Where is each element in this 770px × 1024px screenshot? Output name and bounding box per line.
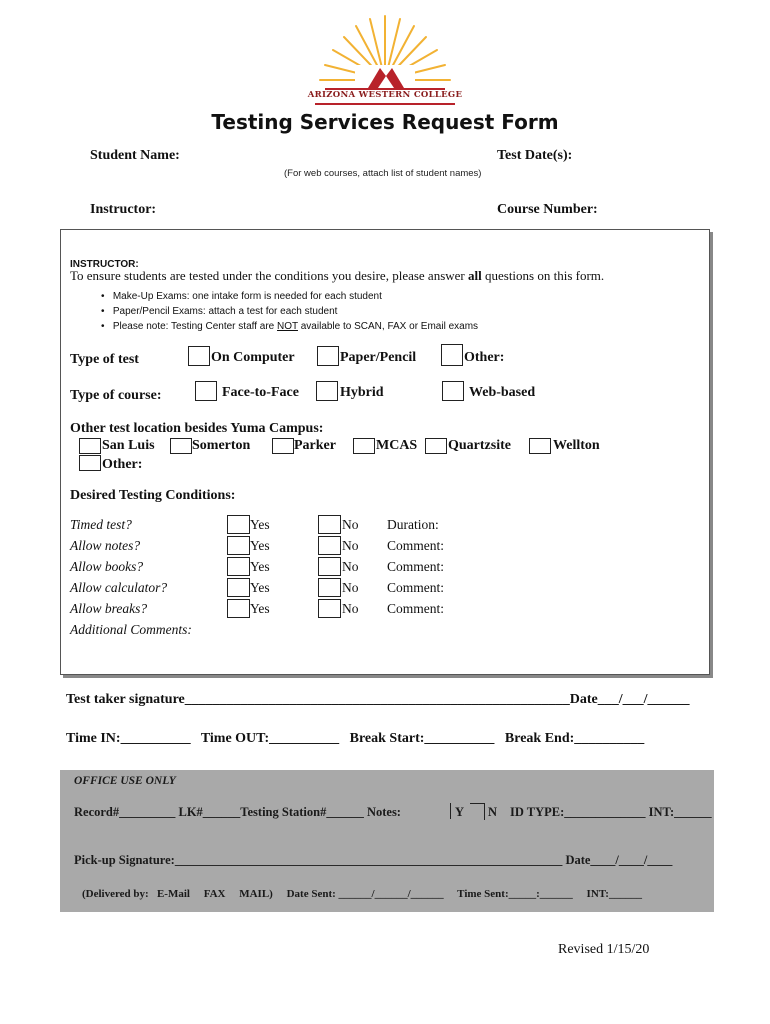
hybrid-label: Hybrid: [340, 385, 384, 400]
page-title: Testing Services Request Form: [211, 110, 559, 134]
san-luis-checkbox[interactable]: [79, 438, 101, 454]
no-label: No: [342, 601, 359, 616]
on-computer-label: On Computer: [211, 350, 295, 365]
logo-wordmark: ARIZONA WESTERN COLLEGE: [307, 90, 463, 100]
time-fields-line[interactable]: Time IN:__________ Time OUT:__________ Break Start:__________ Break End:__________: [66, 731, 645, 746]
instructor-heading: INSTRUCTOR:: [70, 259, 139, 270]
comment-label: Comment:: [387, 559, 444, 574]
timed-yes-checkbox[interactable]: [227, 515, 250, 534]
paper-pencil-checkbox[interactable]: [317, 346, 339, 366]
student-name-label: Student Name:: [90, 148, 180, 163]
other-location-checkbox[interactable]: [79, 455, 101, 471]
yes-label: Yes: [250, 601, 270, 616]
yes-label: Yes: [250, 538, 270, 553]
no-label: No: [342, 559, 359, 574]
duration-label: Duration:: [387, 517, 439, 532]
y-label: Y: [455, 805, 465, 819]
san-luis-label: San Luis: [102, 438, 155, 453]
notes-yes-checkbox[interactable]: [227, 536, 250, 555]
comment-label: Comment:: [387, 601, 444, 616]
other-location-label: Other:: [102, 457, 143, 472]
no-label: No: [342, 538, 359, 553]
n-checkbox[interactable]: [470, 803, 485, 820]
calculator-no-checkbox[interactable]: [318, 578, 341, 597]
hybrid-checkbox[interactable]: [316, 381, 338, 401]
logo-underline: [315, 103, 455, 105]
books-no-checkbox[interactable]: [318, 557, 341, 576]
web-based-checkbox[interactable]: [442, 381, 464, 401]
books-yes-checkbox[interactable]: [227, 557, 250, 576]
additional-comments-label: Additional Comments:: [70, 622, 192, 637]
breaks-yes-checkbox[interactable]: [227, 599, 250, 618]
bullet-item: • Paper/Pencil Exams: attach a test for each student: [101, 306, 338, 317]
no-label: No: [342, 580, 359, 595]
breaks-no-checkbox[interactable]: [318, 599, 341, 618]
allow-notes-question: Allow notes?: [70, 538, 141, 553]
office-use-section: [60, 770, 714, 912]
timed-test-question: Timed test?: [70, 517, 132, 532]
face-to-face-checkbox[interactable]: [195, 381, 217, 401]
wellton-label: Wellton: [553, 438, 600, 453]
sunburst-logo-icon: [300, 10, 470, 92]
wellton-checkbox[interactable]: [529, 438, 551, 454]
n-label: N: [488, 805, 498, 819]
web-courses-note: (For web courses, attach list of student names): [284, 168, 482, 179]
somerton-checkbox[interactable]: [170, 438, 192, 454]
face-to-face-label: Face-to-Face: [222, 385, 299, 400]
somerton-label: Somerton: [192, 438, 251, 453]
quartzsite-checkbox[interactable]: [425, 438, 447, 454]
revised-date: Revised 1/15/20: [558, 942, 650, 957]
on-computer-checkbox[interactable]: [188, 346, 210, 366]
id-type-line: ID TYPE:_____________ INT:______: [510, 805, 712, 819]
course-number-label: Course Number:: [497, 202, 598, 217]
test-dates-label: Test Date(s):: [497, 148, 573, 163]
yes-label: Yes: [250, 559, 270, 574]
college-logo: [300, 10, 470, 110]
bullet-item: • Please note: Testing Center staff are NOT available to SCAN, FAX or Email exams: [101, 321, 479, 332]
instructor-section: [60, 229, 710, 675]
mcas-checkbox[interactable]: [353, 438, 375, 454]
timed-no-checkbox[interactable]: [318, 515, 341, 534]
comment-label: Comment:: [387, 538, 444, 553]
paper-pencil-label: Paper/Pencil: [340, 350, 417, 365]
type-of-test-label: Type of test: [70, 352, 139, 367]
other-test-checkbox[interactable]: [441, 344, 463, 366]
yes-label: Yes: [250, 517, 270, 532]
notes-no-checkbox[interactable]: [318, 536, 341, 555]
web-based-label: Web-based: [469, 385, 536, 400]
bullet-item: • Make-Up Exams: one intake form is needed for each student: [101, 291, 382, 302]
yes-label: Yes: [250, 580, 270, 595]
other-test-label: Other:: [464, 350, 505, 365]
mcas-label: MCAS: [376, 438, 418, 453]
conditions-label: Desired Testing Conditions:: [70, 488, 236, 503]
type-of-course-label: Type of course:: [70, 388, 162, 403]
allow-books-question: Allow books?: [70, 559, 144, 574]
signature-line[interactable]: Test taker signature_______________________________________________________Date___/___/______: [66, 692, 690, 707]
quartzsite-label: Quartzsite: [448, 438, 511, 453]
pickup-signature-line: Pick-up Signature:______________________________________________________________ Date____/____/____: [74, 853, 673, 867]
delivered-by-line: (Delivered by: E-Mail FAX MAIL) Date Sent: ______/______/______ Time Sent:_____:______ INT:______: [82, 888, 642, 900]
instructions-text: To ensure students are tested under the conditions you desire, please answer all questions on this form.: [70, 268, 605, 283]
no-label: No: [342, 517, 359, 532]
allow-calculator-question: Allow calculator?: [70, 580, 168, 595]
comment-label: Comment:: [387, 580, 444, 595]
office-use-heading: OFFICE USE ONLY: [74, 775, 176, 787]
record-line: Record#_________ LK#______Testing Station#______ Notes:: [74, 805, 401, 819]
calculator-yes-checkbox[interactable]: [227, 578, 250, 597]
allow-breaks-question: Allow breaks?: [70, 601, 148, 616]
location-label: Other test location besides Yuma Campus:: [70, 421, 324, 436]
parker-checkbox[interactable]: [272, 438, 294, 454]
instructor-label: Instructor:: [90, 202, 157, 217]
parker-label: Parker: [294, 438, 336, 453]
